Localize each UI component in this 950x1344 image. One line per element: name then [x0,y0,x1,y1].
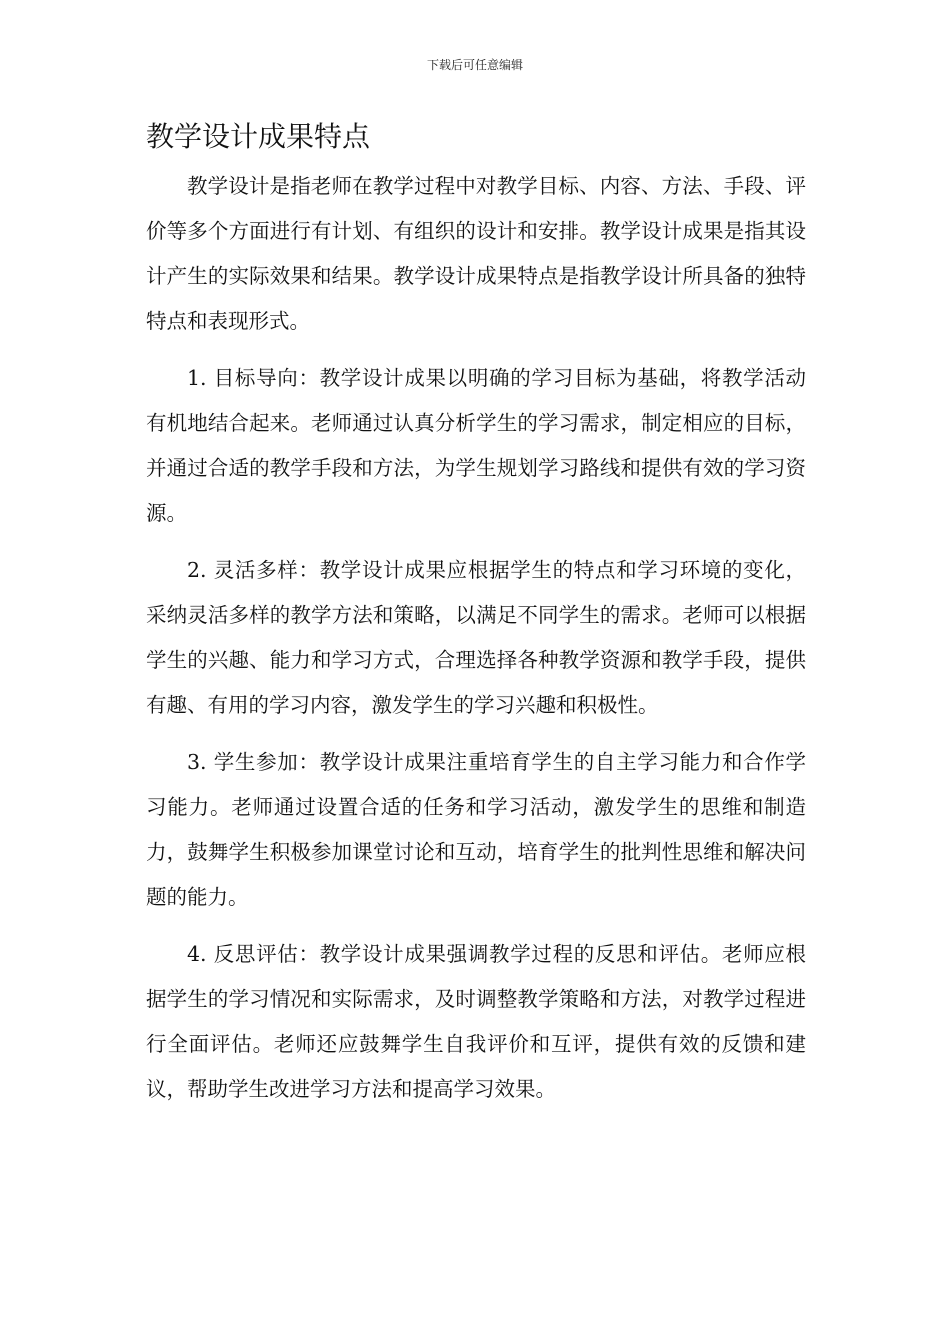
point-goal-oriented: 1. 目标导向：教学设计成果以明确的学习目标为基础，将教学活动有机地结合起来。老师通过认真分析学生的学习需求，制定相应的目标，并通过合适的教学手段和方法，为学生规划学习路线和提供有效的学习资源。 [146,366,806,525]
point-student-participation: 3. 学生参加：教学设计成果注重培育学生的自主学习能力和合作学习能力。老师通过设置合适的任务和学习活动，激发学生的思维和制造力，鼓舞学生积极参加课堂讨论和互动，培育学生的批判性思维和解决问题的能力。 [146,750,806,909]
header-note: 下载后可任意编辑 [426,58,523,72]
intro-paragraph: 教学设计是指老师在教学过程中对教学目标、内容、方法、手段、评价等多个方面进行有计划、有组织的设计和安排。教学设计成果是指其设计产生的实际效果和结果。教学设计成果特点是指教学设计所具备的独特特点和表现形式。 [146,174,806,333]
point-reflection-evaluation: 4. 反思评估：教学设计成果强调教学过程的反思和评估。老师应根据学生的学习情况和实际需求，及时调整教学策略和方法，对教学过程进行全面评估。老师还应鼓舞学生自我评价和互评，提供有效的反馈和建议，帮助学生改进学习方法和提高学习效果。 [146,942,806,1101]
point-flexible-diverse: 2. 灵活多样：教学设计成果应根据学生的特点和学习环境的变化，采纳灵活多样的教学方法和策略，以满足不同学生的需求。老师可以根据学生的兴趣、能力和学习方式，合理选择各种教学资源和教学手段，提供有趣、有用的学习内容，激发学生的学习兴趣和积极性。 [146,558,806,717]
page-title: 教学设计成果特点 [146,120,371,153]
document-body [146,164,806,1124]
